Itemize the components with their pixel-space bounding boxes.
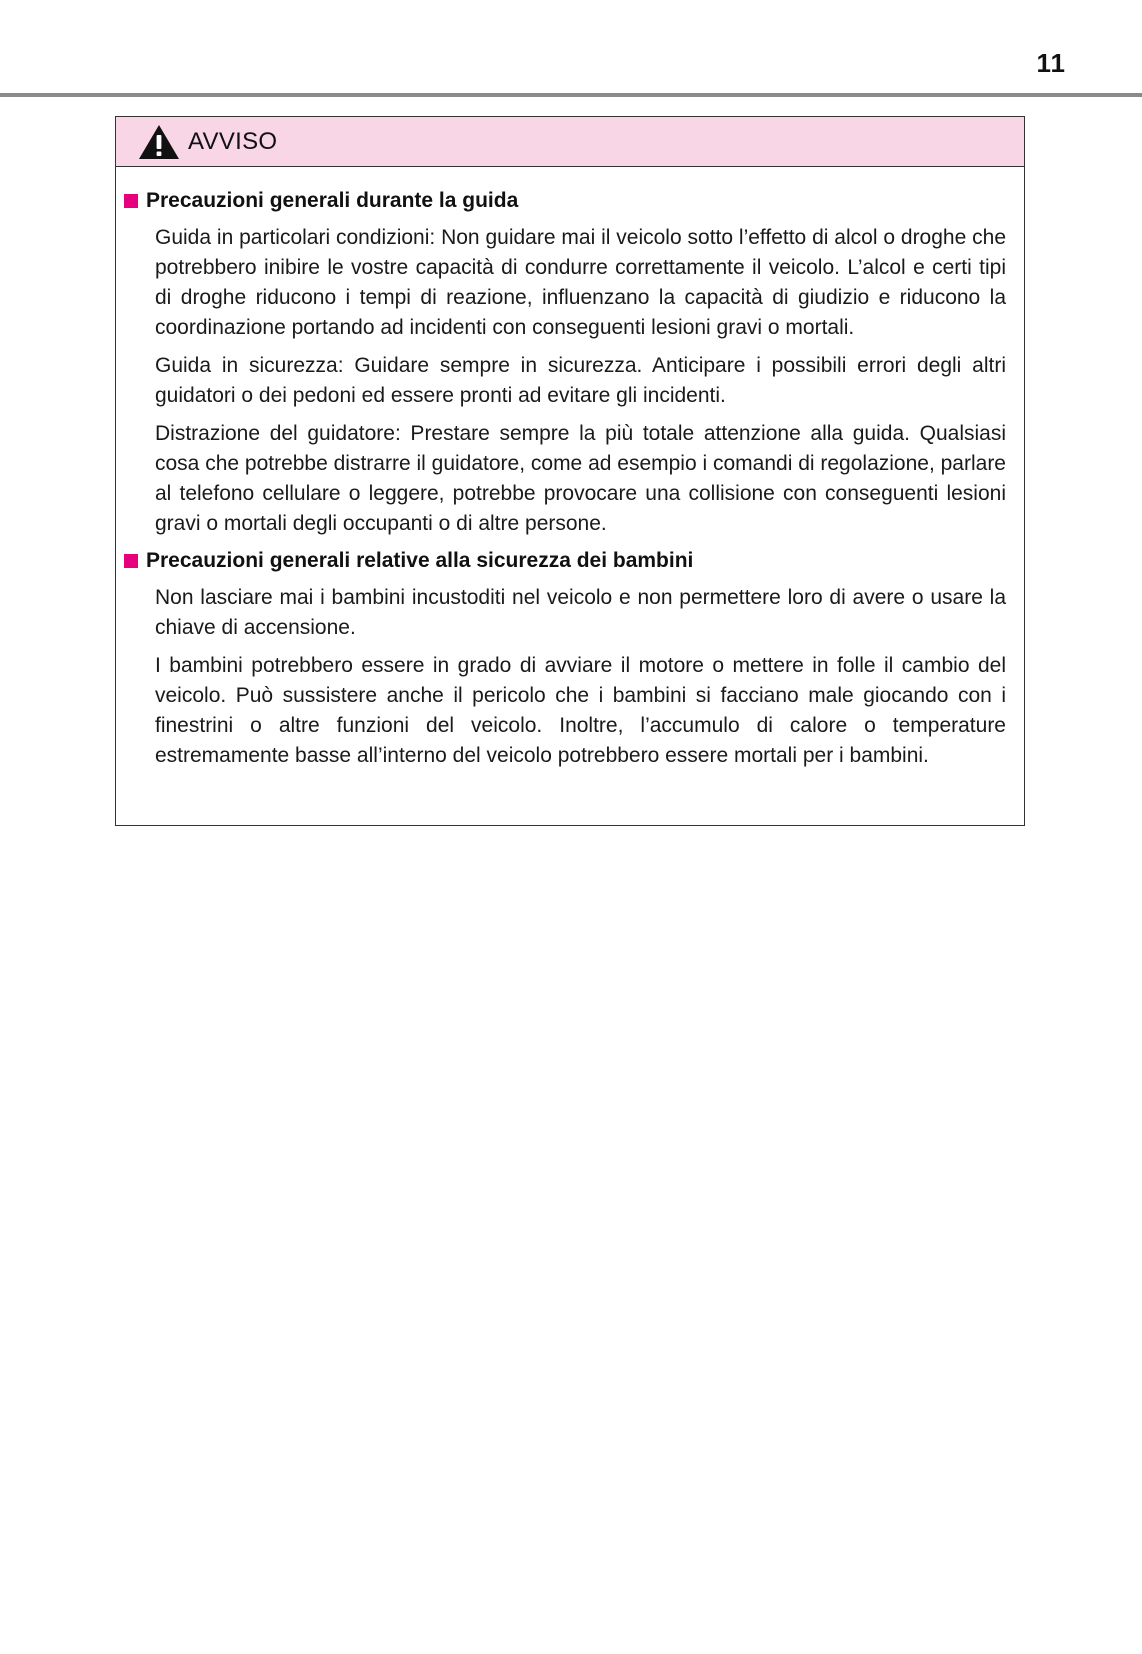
paragraph-special-conditions: Guida in particolari condizioni: Non guidare mai il veicolo sotto l’effetto di alcol o droghe che potrebbero inibire le vostre capacità di condurre correttamente il veicolo. L’alcol e certi tipi di droghe riducono i tempi di reazione, influenzano la capacità di giudizio e riducono la coordinazione portando ad incidenti con conseguenti lesioni gravi o mortali. [155, 226, 1006, 339]
section-heading-driving [124, 187, 1006, 215]
section-heading-text: Precauzioni generali relative alla sicurezza dei bambini [146, 549, 694, 572]
section-heading-children [124, 547, 1006, 575]
paragraph-driver-distraction: Distrazione del guidatore: Prestare sempre la più totale attenzione alla guida. Qualsiasi cosa che potrebbe distrarre il guidatore, come ad esempio i comandi di regolazione, parlare al telefono cellulare o leggere, potrebbe provocare una collisione con conseguenti lesioni gravi o mortali degli occupanti o di altre persone. [155, 422, 1006, 535]
square-bullet-icon [124, 194, 138, 208]
section-heading-text: Precauzioni generali durante la guida [146, 189, 519, 212]
page-number: 11 [1036, 48, 1066, 78]
square-bullet-icon [124, 554, 138, 568]
paragraph-children-dangers: I bambini potrebbero essere in grado di avviare il motore o mettere in folle il cambio del veicolo. Può sussistere anche il pericolo che i bambini si facciano male giocando con i finestrini o altre funzioni del veicolo. Inoltre, l’accumulo di calore o temperature estremamente basse all’interno del veicolo potrebbero essere mortali per i bambini. [155, 654, 1006, 767]
warning-header [116, 117, 1024, 167]
warning-title: AVVISO [188, 127, 278, 155]
paragraph-safe-driving: Guida in sicurezza: Guidare sempre in sicurezza. Anticipare i possibili errori degli altri guidatori o dei pedoni ed essere pronti ad evitare gli incidenti. [155, 354, 1006, 407]
warning-triangle-icon [138, 124, 180, 160]
paragraph-children-unattended: Non lasciare mai i bambini incustoditi nel veicolo e non permettere loro di avere o usare la chiave di accensione. [155, 586, 1006, 639]
warning-body [116, 167, 1024, 771]
header-divider [0, 93, 1142, 97]
warning-box [115, 116, 1025, 826]
